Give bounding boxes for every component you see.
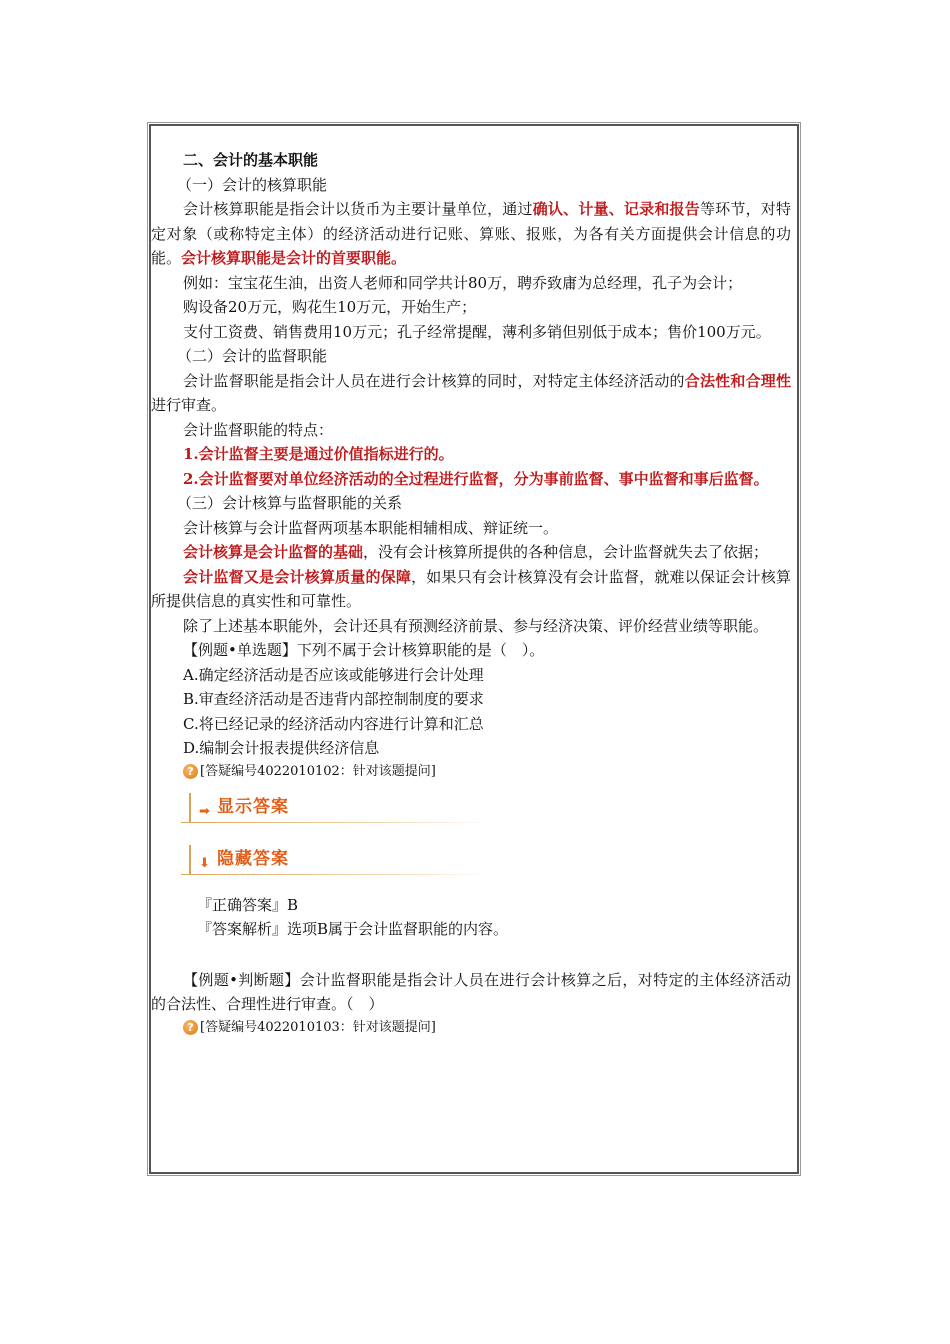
subheading-1: （一）会计的核算职能: [177, 175, 328, 194]
relationship-paragraph-2: [151, 540, 791, 565]
show-answer-button[interactable]: [181, 791, 491, 825]
subheading-2: （二）会计的监督职能: [177, 347, 328, 365]
paragraph-accounting-function: [151, 197, 791, 271]
highlight-text: 会计核算是会计监督的基础: [183, 543, 364, 561]
article-body: [151, 148, 791, 1039]
feature-1: 1.会计监督主要是通过价值指标进行的。: [183, 445, 454, 463]
other-functions-paragraph: 除了上述基本职能外，会计还具有预测经济前景、参与经济决策、评价经营业绩等职能。: [183, 616, 769, 635]
text: ，如果只有会计核算没有会计监督，就难以保证会计核算所提供信息的真实性和可靠性。: [151, 567, 791, 610]
feature-2: 2.会计监督要对单位经济活动的全过程进行监督，分为事前监督、事中监督和事后监督。: [183, 469, 769, 488]
example-line-3: 支付工资费、销售费用10万元；孔子经常提醒，薄利多销但别低于成本；售价100万元。: [183, 322, 771, 341]
subheading-3: （三）会计核算与监督职能的关系: [177, 494, 403, 512]
answer-analysis: 『答案解析』选项B属于会计监督职能的内容。: [197, 920, 509, 938]
text: 会计核算职能是指会计以货币为主要计量单位，通过: [183, 200, 533, 218]
divider: [189, 845, 191, 875]
question-mark-icon: ?: [183, 764, 198, 779]
highlight-text: 会计核算职能是会计的首要职能。: [181, 249, 407, 267]
arrow-down-icon: ⬇: [199, 855, 210, 871]
arrow-right-icon: ➡: [199, 803, 210, 819]
highlight-text: 确认、计量、记录和报告: [532, 200, 700, 218]
question-1-stem: 【例题•单选题】下列不属于会计核算职能的是（ ）。: [183, 641, 545, 659]
section-title: 二、会计的基本职能: [183, 151, 319, 169]
divider: [181, 874, 491, 875]
question-mark-icon: ?: [183, 1020, 198, 1035]
divider: [181, 822, 491, 823]
ask-link-text[interactable]: [答疑编号4022010103：针对该题提问]: [200, 1019, 436, 1035]
question-2-stem: 【例题•判断题】会计监督职能是指会计人员在进行会计核算之后，对特定的主体经济活动的合法性、合理性进行审查。（ ）: [151, 970, 791, 1013]
text: 进行审查。: [151, 396, 227, 414]
question-1-option-b: B.审查经济活动是否违背内部控制制度的要求: [183, 690, 484, 708]
question-1-option-c: C.将已经记录的经济活动内容进行计算和汇总: [183, 714, 484, 733]
relationship-paragraph-3: [151, 565, 791, 614]
hide-answer-label[interactable]: 隐藏答案: [217, 848, 289, 869]
paragraph-supervision-function: [151, 369, 791, 418]
question-1-option-a: A.确定经济活动是否应该或能够进行会计处理: [183, 665, 484, 684]
show-answer-label[interactable]: 显示答案: [217, 796, 289, 817]
text: ，没有会计核算所提供的各种信息，会计监督就失去了依据；: [363, 543, 769, 561]
text: 会计监督职能是指会计人员在进行会计核算的同时，对特定主体经济活动的: [183, 371, 685, 390]
divider: [189, 793, 191, 823]
question-1-ask-link[interactable]: [151, 761, 791, 783]
example-line-1: 例如：宝宝花生油，出资人老师和同学共计80万，聘乔致庸为总经理，孔子为会计；: [183, 273, 743, 292]
question-1-option-d: D.编制会计报表提供经济信息: [183, 739, 380, 757]
highlight-text: 合法性和合理性: [684, 371, 791, 390]
highlight-text: 会计监督又是会计核算质量的保障: [183, 567, 412, 586]
hide-answer-button[interactable]: [181, 843, 491, 877]
text: 等环节，对特定对象（或称特定主体）的经济活动进行记账、算账、报账，为各有关方面提供会计信息的功能。: [151, 200, 791, 267]
ask-link-text[interactable]: [答疑编号4022010102：针对该题提问]: [200, 763, 436, 779]
features-label: 会计监督职能的特点：: [183, 420, 334, 439]
question-2-ask-link[interactable]: [151, 1017, 791, 1039]
relationship-paragraph-1: 会计核算与会计监督两项基本职能相辅相成、辩证统一。: [183, 518, 559, 537]
correct-answer: 『正确答案』B: [197, 895, 299, 914]
example-line-2: 购设备20万元，购花生10万元，开始生产；: [183, 298, 477, 316]
